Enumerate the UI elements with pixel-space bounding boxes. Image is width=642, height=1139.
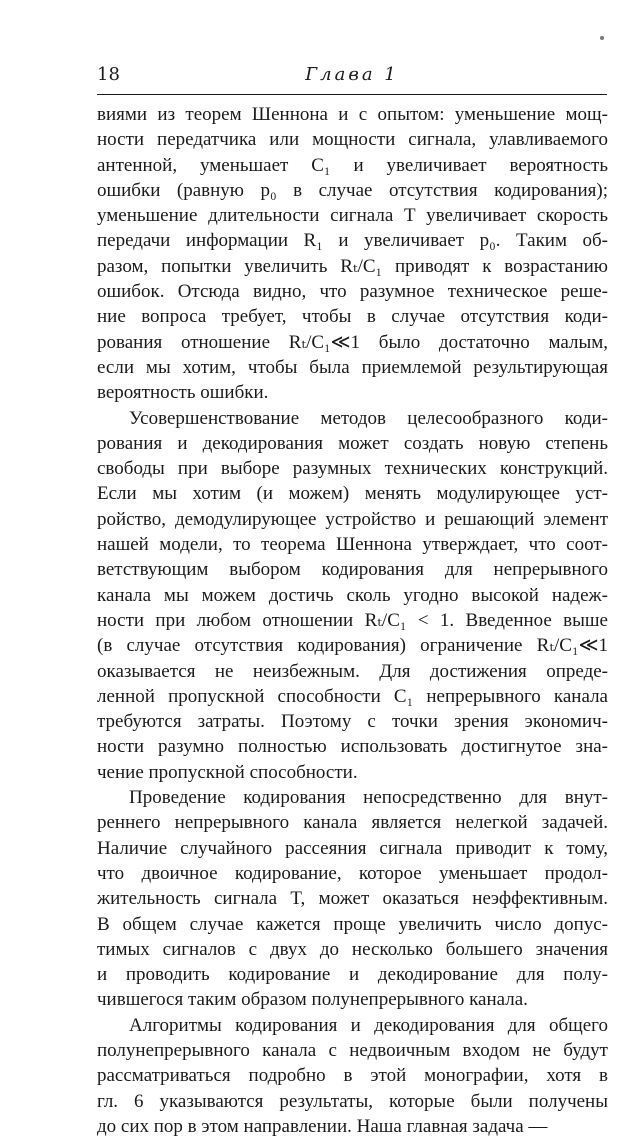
text-line: если мы хотим, чтобы была приемлемой результирующая	[97, 356, 608, 378]
text-line: рассматриваться подробно в этой монографии, хотя в	[97, 1065, 608, 1087]
text-line: ние вопроса требует, чтобы в случае отсутствия коди-	[97, 306, 608, 328]
text-line: тимых сигналов с двух до несколько большего значения	[97, 938, 608, 960]
scan-speck	[600, 36, 604, 40]
text-line: полунепрерывного канала с недвоичным входом не будут	[97, 1039, 608, 1061]
text-line: ройство, демодулирующее устройство и решающий элемент	[97, 508, 608, 530]
text-line: В общем случае кажется проще увеличить число допус-	[97, 913, 608, 935]
text-line: Алгоритмы кодирования и декодирования для общего	[129, 1014, 608, 1036]
paragraph	[97, 1013, 608, 1139]
body-text	[97, 102, 608, 1139]
text-line: чение пропускной способности.	[97, 761, 358, 783]
text-line: антенной, уменьшает C₁ и увеличивает вероятность	[97, 154, 608, 176]
text-line: Если мы хотим (и можем) менять модулирующее уст-	[97, 483, 608, 505]
text-line: ветствующим выбором кодирования для непрерывного	[97, 559, 608, 581]
text-line: рования и декодирования может создать новую степень	[97, 432, 608, 454]
text-line: Наличие случайного рассеяния сигнала приводит к тому,	[97, 837, 608, 859]
text-line: гл. 6 указываются результаты, которые были получены	[97, 1090, 608, 1112]
paragraph	[97, 785, 608, 1013]
text-line: ленной пропускной способности C₁ непрерывного канала	[97, 685, 608, 707]
text-line: что двоичное кодирование, которое уменьшает продол-	[97, 862, 608, 884]
page-header	[97, 64, 607, 95]
page-number: 18	[97, 64, 120, 85]
paragraph	[97, 406, 608, 785]
text-line: Проведение кодирования непосредственно для внут-	[129, 787, 608, 809]
running-head: Глава 1	[305, 64, 399, 85]
text-line: ности разумно полностью использовать достигнутое зна-	[97, 736, 608, 758]
text-line: реннего непрерывного канала является нелегкой задачей.	[97, 812, 608, 834]
text-line: ности при любом отношении Rₜ/C₁ < 1. Введенное выше	[97, 609, 608, 631]
text-line: рования отношение Rₜ/C₁≪1 было достаточно малым,	[97, 331, 608, 353]
text-line: уменьшение длительности сигнала T увеличивает скорость	[97, 205, 608, 227]
text-line: канала мы можем достичь сколь угодно высокой надеж-	[97, 584, 608, 606]
text-line: и проводить кодирование и декодирование для полу-	[97, 964, 608, 986]
text-line: до сих пор в этом направлении. Наша главная задача —	[97, 1115, 548, 1137]
text-line: вероятность ошибки.	[97, 382, 269, 404]
text-line: требуются затраты. Поэтому с точки зрения экономич-	[97, 711, 608, 733]
text-line: разом, попытки увеличить Rₜ/C₁ приводят к возрастанию	[97, 255, 608, 277]
text-line: ошибки (равную p₀ в случае отсутствия кодирования);	[97, 179, 608, 201]
paragraph	[97, 102, 608, 406]
text-line: ности передатчика или мощности сигнала, улавливаемого	[97, 129, 608, 151]
text-line: свободы при выборе разумных технических конструкций.	[97, 458, 608, 480]
text-line: (в случае отсутствия кодирования) ограничение Rₜ/C₁≪1	[97, 635, 608, 657]
text-line: нашей модели, то теорема Шеннона утверждает, что соот-	[97, 534, 608, 556]
text-line: оказывается не неизбежным. Для достижения опреде-	[97, 660, 608, 682]
text-line: виями из теорем Шеннона и с опытом: уменьшение мощ-	[97, 104, 608, 125]
text-line: жительность сигнала T, может оказаться неэффективным.	[97, 888, 608, 910]
text-line: чившегося таким образом полунепрерывного канала.	[97, 989, 528, 1011]
text-line: Усовершенствование методов целесообразного коди-	[129, 407, 608, 429]
text-line: ошибок. Отсюда видно, что разумное техническое реше-	[97, 281, 608, 303]
text-line: передачи информации R₁ и увеличивает p₀. Таким об-	[97, 230, 608, 252]
